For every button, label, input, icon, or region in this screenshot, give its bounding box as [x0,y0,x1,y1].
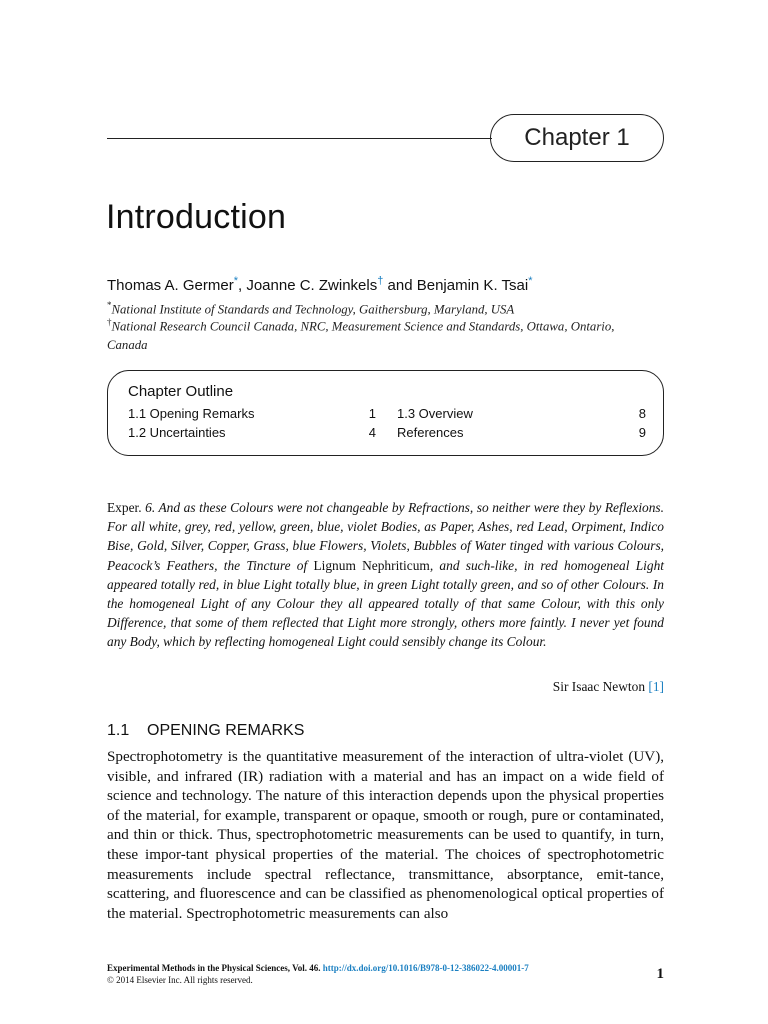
doi-link[interactable]: http://dx.doi.org/10.1016/B978-0-12-386022-4.00001-7 [322,963,529,973]
outline-page: 4 [368,425,376,440]
author-separator: , [237,277,247,294]
epigraph-text: 6. And as these Colours were not changeable by Refractions, so neither were they by Reflexions. For all white, grey, red, yellow, green, blue, violet Bodies, as Paper, Ashes, red Lead, Orpiment, Indico Bise, Gold, Silver, Copper, Grass, blue Flowers, Violets, Bubbles of Water tinged with various Colours, Peacock’s Feathers, the Tincture of [107,500,664,573]
affiliation-text: National Institute of Standards and Technology, Gaithersburg, Maryland, USA [111,302,515,317]
outline-page: 8 [638,406,646,421]
section-title: OPENING REMARKS [147,722,305,739]
page-footer [107,962,529,986]
outline-page: 9 [638,425,646,440]
author-name: Joanne C. Zwinkels [246,277,378,294]
author-name: Benjamin K. Tsai [416,277,529,294]
outline-item-uncertainties[interactable]: 1.2 Uncertainties [128,425,226,440]
section-heading [107,722,304,740]
outline-title: Chapter Outline [128,383,234,400]
outline-item-references[interactable]: References [397,425,464,440]
epigraph-lead: Exper. [107,500,146,515]
copyright: © 2014 Elsevier Inc. All rights reserved. [107,975,253,985]
epigraph-attribution [553,679,664,695]
author-mark: * [233,275,238,287]
author-line [107,275,532,294]
chapter-title: Introduction [106,198,287,236]
chapter-rule [107,138,492,139]
citation-link[interactable]: [1] [648,679,664,694]
outline-item-overview[interactable]: 1.3 Overview [397,406,473,421]
epigraph-author: Sir Isaac Newton [552,679,646,694]
chapter-label: Chapter 1 [490,114,664,162]
author-name: Thomas A. Germer [107,277,234,294]
affiliation-text: National Research Council Canada, NRC, Measurement Science and Standards, Ottawa, Ontario, Canada [107,319,615,353]
author-mark: † [377,275,384,287]
chapter-outline [107,370,664,456]
page-number: 1 [656,966,664,982]
section-number: 1.1 [107,722,130,739]
epigraph-text: , and such-like, in red homogeneal Light appeared totally red, in blue Light totally blue, in green Light totally green, and so of other Colours. In the homogeneal Light of any Colour they all appeared totally of that same Colour, with this only Difference, that some of them reflected that Light more strongly, others more faintly. I never yet found any Body, which by reflecting homogeneal Light could sensibly change its Colour. [107,557,664,650]
author-mark: * [528,275,533,287]
author-separator: and [383,277,417,294]
outline-item-opening-remarks[interactable]: 1.1 Opening Remarks [128,406,255,421]
affiliation [107,313,647,355]
epigraph-roman: Lignum Nephriticum [307,557,430,573]
epigraph [107,498,664,652]
body-paragraph: Spectrophotometry is the quantitative measurement of the interaction of ultra-violet (UV), visible, and infrared (IR) radiation with a material and has an impact on a wide field of science and technology. The nature of this interaction depends upon the physical properties of the material, for example, transparent or opaque, smooth or rough, pure or contaminated, and thin or thick. Thus, spectrophotometric measurements can be used to quantify, in turn, these impor-tant physical properties of the material. The choices of spectrophotometric measurements include spectral reflectance, transmittance, absorptance, emit-tance, scattering, and fluorescence and can be classified as phenomenological optical properties of the material. Spectrophotometric measurements can also [107,749,664,922]
affiliation-mark: † [107,317,112,327]
outline-page: 1 [368,406,376,421]
series-name: Experimental Methods in the Physical Sciences, Vol. 46. [107,963,321,973]
affiliation-mark: * [107,300,112,310]
